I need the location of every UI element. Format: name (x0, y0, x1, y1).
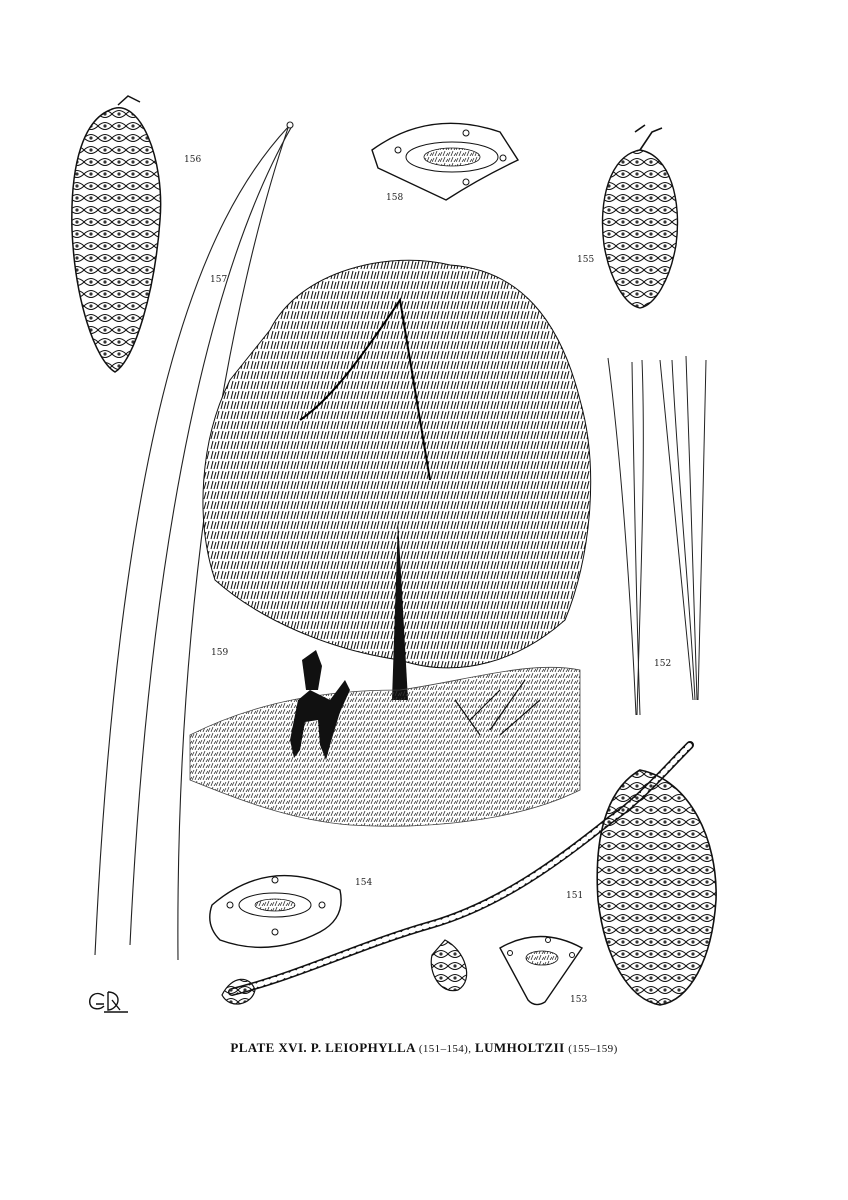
plate-caption (0, 1040, 848, 1056)
figure-number-159: 159 (211, 648, 229, 658)
caption-species-lumholtzii: LUMHOLTZII (475, 1040, 565, 1055)
caption-species-leiophylla: P. LEIOPHYLLA (310, 1040, 416, 1055)
tree-scene-159-drawing (190, 260, 591, 826)
caption-plate-number: PLATE XVI. (230, 1040, 308, 1055)
cross-section-158-drawing (372, 123, 518, 200)
figure-number-153: 153 (570, 995, 588, 1005)
figure-number-151: 151 (566, 891, 584, 901)
cone-155-drawing (603, 125, 678, 308)
figure-number-157: 157 (210, 275, 228, 285)
figure-number-158: 158 (386, 193, 404, 203)
figure-number-156: 156 (184, 155, 202, 165)
cross-section-154-drawing (210, 876, 341, 948)
figure-number-154: 154 (355, 878, 373, 888)
cone-156-drawing (72, 96, 161, 372)
figure-number-152: 152 (654, 659, 672, 669)
caption-range-lumholtzii: (155–159) (568, 1043, 618, 1055)
figure-number-155: 155 (577, 255, 595, 265)
caption-range-leiophylla: (151–154), (418, 1043, 472, 1055)
artist-signature-monogram (90, 992, 128, 1012)
